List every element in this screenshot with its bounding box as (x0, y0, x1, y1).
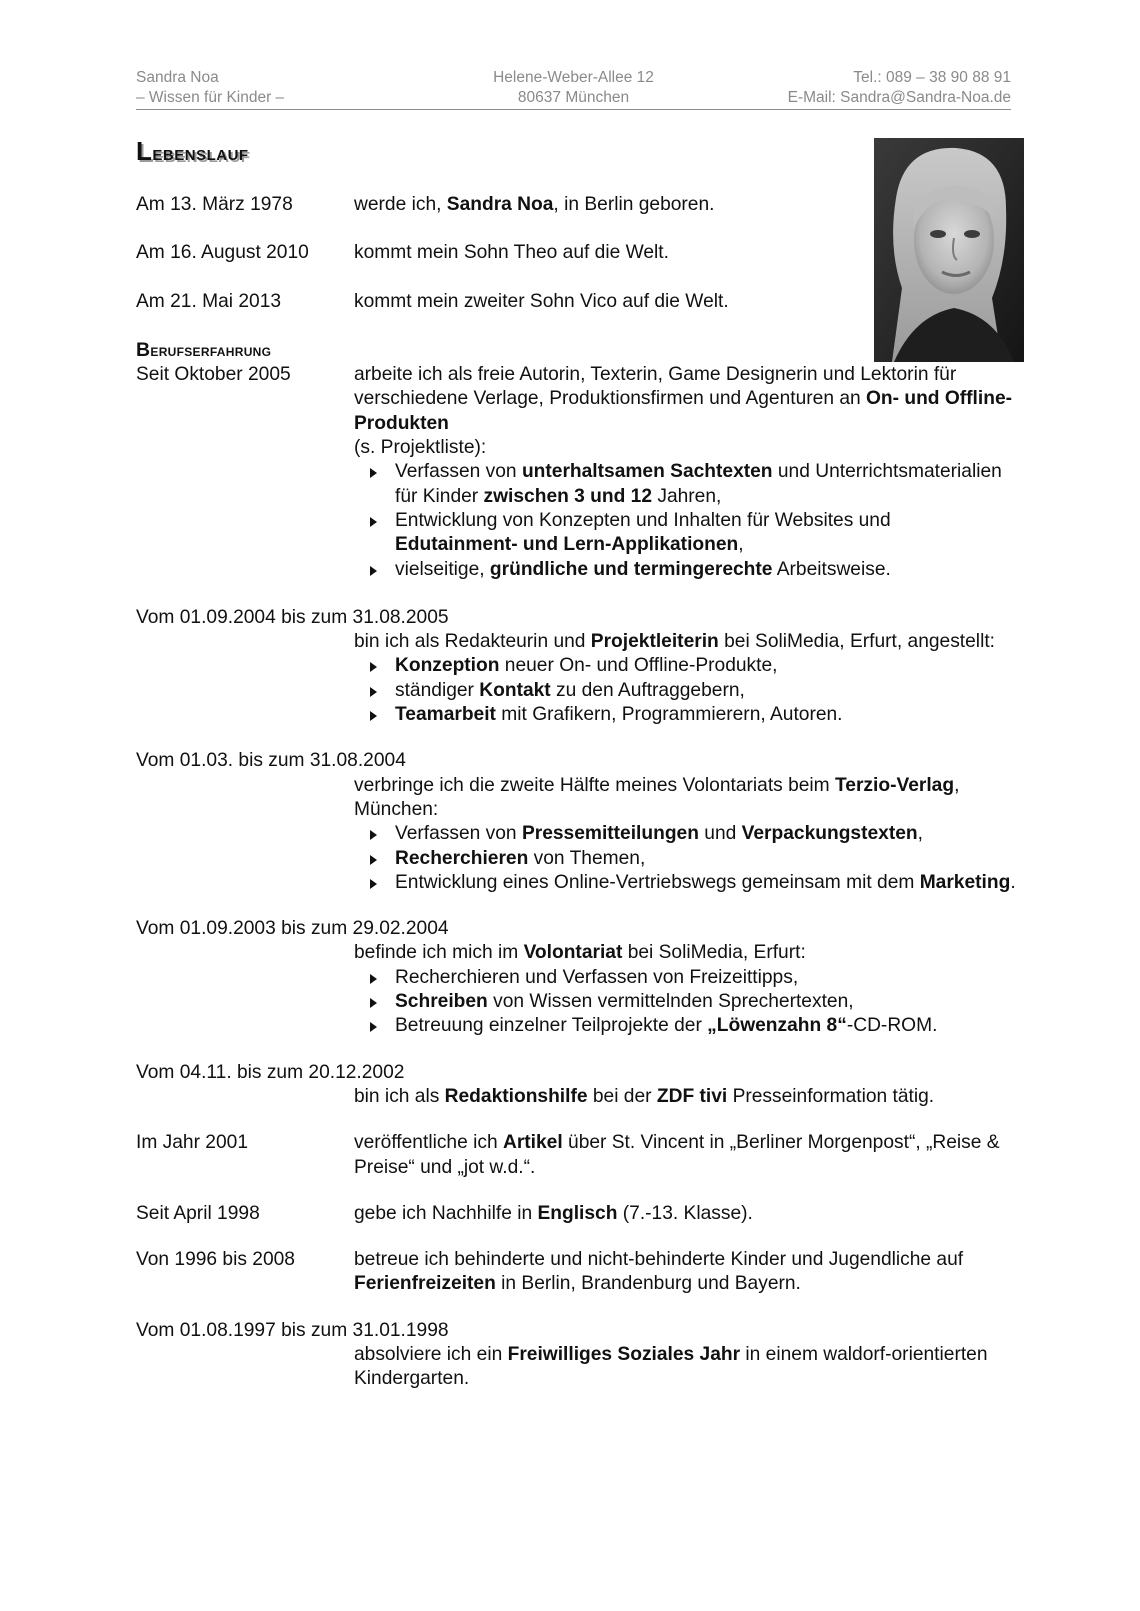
bold-text: unterhaltsamen Sachtexten (521, 461, 773, 483)
text-run: ständiger (395, 679, 480, 701)
experience-entry (136, 1319, 1016, 1392)
experience-description (354, 1085, 1016, 1109)
bold-text: Englisch (537, 1202, 618, 1224)
bold-text: Schreiben (395, 991, 488, 1013)
experience-body (354, 630, 1016, 727)
experience-date: Seit April 1998 (136, 1202, 260, 1224)
text-run: über St. Vincent in „Berliner Morgenpost“, „Reise & Preise“ und „jot w.d.“. (354, 1132, 1000, 1178)
experience-date: Vom 04.11. bis zum 20.12.2002 (136, 1061, 405, 1083)
bold-text: Sandra Noa (446, 194, 554, 215)
bullet-item (368, 871, 1016, 895)
text-run: Jahren, (652, 485, 722, 507)
text-run: bei SoliMedia, Erfurt: (622, 942, 806, 964)
text-run: veröffentliche ich (354, 1132, 503, 1154)
experience-description (354, 630, 1016, 654)
bold-text: Terzio-Verlag (835, 774, 955, 796)
experience-body (354, 1131, 1016, 1180)
letterhead-tagline: – Wissen für Kinder – (136, 89, 285, 106)
life-event-row (136, 193, 1016, 217)
letterhead (136, 68, 1011, 110)
life-event-text (354, 290, 1016, 314)
text-run: zu den Auftraggebern, (550, 679, 745, 701)
bullet-item (368, 460, 1016, 509)
bold-text: Konzeption (395, 655, 500, 677)
experience-date: Seit Oktober 2005 (136, 364, 291, 386)
bullet-list (354, 966, 1016, 1039)
life-event-date: Am 21. Mai 2013 (136, 290, 282, 312)
text-run: , München: (354, 774, 960, 820)
life-event-text (354, 241, 1016, 265)
letterhead-email: E-Mail: Sandra@Sandra-Noa.de (787, 89, 1011, 106)
text-run: Entwicklung von Konzepten und Inhalten für Websites und (395, 509, 891, 531)
experience-entry (136, 1202, 1016, 1226)
life-event-date: Am 13. März 1978 (136, 194, 293, 215)
bold-text: Projektleiterin (590, 631, 719, 653)
text-run: Presseinformation tätig. (727, 1085, 935, 1107)
text-run: Entwicklung eines Online-Vertriebswegs gemeinsam mit dem (395, 871, 920, 893)
bold-text: Pressemitteilungen (521, 823, 699, 845)
bold-text: Volontariat (523, 942, 623, 964)
section-heading: Berufserfahrung (136, 338, 272, 361)
experience-date: Vom 01.03. bis zum 31.08.2004 (136, 750, 406, 772)
text-run: mit Grafikern, Programmierern, Autoren. (495, 704, 843, 726)
experience-description (354, 1248, 1016, 1297)
experience-entry (136, 363, 1016, 582)
bold-text: Verpackungstexten (741, 823, 918, 845)
bold-text: Ferienfreizeiten (354, 1273, 496, 1295)
experience-row (136, 1131, 1016, 1180)
experience-body (354, 1202, 1016, 1226)
bold-text: Teamarbeit (395, 704, 496, 726)
text-run: Recherchieren und Verfassen von Freizeittipps, (395, 966, 799, 988)
experience-entry (136, 1248, 1016, 1297)
bold-text: Artikel (502, 1132, 563, 1154)
bullet-item (368, 966, 1016, 990)
text-run: absolviere ich ein (354, 1343, 508, 1365)
experience-row (136, 1248, 1016, 1297)
life-event-text (354, 193, 1016, 217)
text-run: von Themen, (528, 847, 646, 869)
experience-date: Vom 01.09.2004 bis zum 31.08.2005 (136, 606, 449, 628)
text-run: -CD-ROM. (846, 1015, 938, 1037)
experience-description-note (354, 436, 1016, 460)
text-run: vielseitige, (395, 558, 490, 580)
bullet-list (354, 460, 1016, 581)
text-run: (s. Projektliste): (354, 437, 487, 459)
text-run: neuer On- und Offline-Produkte, (499, 655, 778, 677)
text-run: in einem waldorf-orientierten Kindergarten. (354, 1343, 988, 1390)
experience-body (354, 363, 1016, 582)
text-run: Verfassen von (395, 823, 522, 845)
personal-section (136, 193, 1016, 314)
text-run: kommt mein Sohn Theo auf die Welt. (354, 242, 669, 264)
experience-date: Im Jahr 2001 (136, 1132, 248, 1154)
text-run: , in Berlin geboren. (553, 194, 715, 215)
experience-entry (136, 1131, 1016, 1180)
life-event-date: Am 16. August 2010 (136, 242, 309, 264)
text-run: in Berlin, Brandenburg und Bayern. (495, 1273, 801, 1295)
bold-text: Freiwilliges Soziales Jahr (507, 1343, 741, 1365)
life-event-row (136, 241, 1016, 265)
experience-description (354, 1131, 1016, 1180)
text-run: bei der (587, 1085, 657, 1107)
page-title: Lebenslauf (136, 136, 249, 166)
experience-entry (136, 749, 1016, 895)
text-run: bin ich als (354, 1085, 445, 1107)
bold-text: Edutainment- und Lern-Applikationen (395, 534, 739, 556)
text-run: bei SoliMedia, Erfurt, angestellt: (718, 631, 995, 653)
experience-date: Vom 01.08.1997 bis zum 31.01.1998 (136, 1319, 449, 1341)
bold-text: „Löwenzahn 8“ (707, 1015, 847, 1037)
bold-text: Marketing (919, 871, 1011, 893)
experience-description (354, 774, 1016, 823)
bullet-item (368, 558, 1016, 582)
bullet-list (354, 654, 1016, 727)
bold-text: Recherchieren (395, 847, 529, 869)
text-run: und Unterrichtsmaterialien für Kinder (395, 461, 1002, 507)
bullet-item (368, 654, 1016, 678)
text-run: . (1010, 871, 1016, 893)
letterhead-phone: Tel.: 089 – 38 90 88 91 (853, 69, 1011, 86)
experience-description (354, 363, 1016, 436)
bullet-list (354, 822, 1016, 895)
text-run: , (738, 534, 744, 556)
letterhead-street: Helene-Weber-Allee 12 (493, 69, 654, 86)
text-run: gebe ich Nachhilfe in (354, 1202, 538, 1224)
bullet-item (368, 509, 1016, 558)
experience-body (354, 1248, 1016, 1297)
bold-text: zwischen 3 und 12 (483, 485, 653, 507)
text-run: arbeite ich als freie Autorin, Texterin, Game Designerin und Lektorin für verschiedene Verlage, Produktionsfirmen und Agenturen an (354, 364, 957, 410)
text-run: befinde ich mich im (354, 942, 524, 964)
text-run: bin ich als Redakteurin und (354, 631, 591, 653)
bold-text: Redaktionshilfe (444, 1085, 588, 1107)
life-event-row (136, 290, 1016, 314)
text-run: werde ich, (354, 194, 447, 215)
text-run: kommt mein zweiter Sohn Vico auf die Welt. (354, 290, 729, 312)
bullet-item (368, 703, 1016, 727)
bold-text: Kontakt (479, 679, 551, 701)
bullet-item (368, 1014, 1016, 1038)
experience-entry (136, 606, 1016, 727)
experience-description (354, 1202, 1016, 1226)
experience-body (354, 941, 1016, 1038)
letterhead-name-line: Sandra Noa (136, 69, 219, 86)
text-run: von Wissen vermittelnden Sprechertexten, (487, 991, 854, 1013)
experience-description (354, 1343, 1016, 1392)
bullet-item (368, 822, 1016, 846)
bullet-item (368, 990, 1016, 1014)
experience-entry (136, 917, 1016, 1038)
text-run: und (698, 823, 742, 845)
text-run: , (917, 823, 923, 845)
experience-body (354, 1343, 1016, 1392)
cv-content (136, 193, 1016, 1414)
experience-row (136, 1202, 1016, 1226)
experience-row (136, 363, 1016, 582)
experience-body (354, 1085, 1016, 1109)
text-run: Betreuung einzelner Teilprojekte der (395, 1015, 708, 1037)
text-run: (7.-13. Klasse). (617, 1202, 753, 1224)
experience-entry (136, 1061, 1016, 1110)
text-run: betreue ich behinderte und nicht-behinderte Kinder und Jugendliche auf (354, 1249, 964, 1271)
text-run: Verfassen von (395, 461, 522, 483)
bullet-item (368, 847, 1016, 871)
bold-text: gründliche und termingerechte (489, 558, 773, 580)
letterhead-city: 80637 München (517, 89, 630, 106)
experience-body (354, 774, 1016, 895)
text-run: verbringe ich die zweite Hälfte meines Volontariats beim (354, 774, 835, 796)
experience-section (136, 363, 1016, 1391)
bullet-item (368, 679, 1016, 703)
experience-date: Vom 01.09.2003 bis zum 29.02.2004 (136, 918, 449, 940)
bold-text: On- und Offline-Produkten (354, 388, 1013, 434)
experience-description (354, 941, 1016, 965)
text-run: Arbeitsweise. (772, 558, 891, 580)
experience-date: Von 1996 bis 2008 (136, 1249, 295, 1271)
letterhead-contact (788, 68, 1011, 108)
bold-text: ZDF tivi (656, 1085, 728, 1107)
